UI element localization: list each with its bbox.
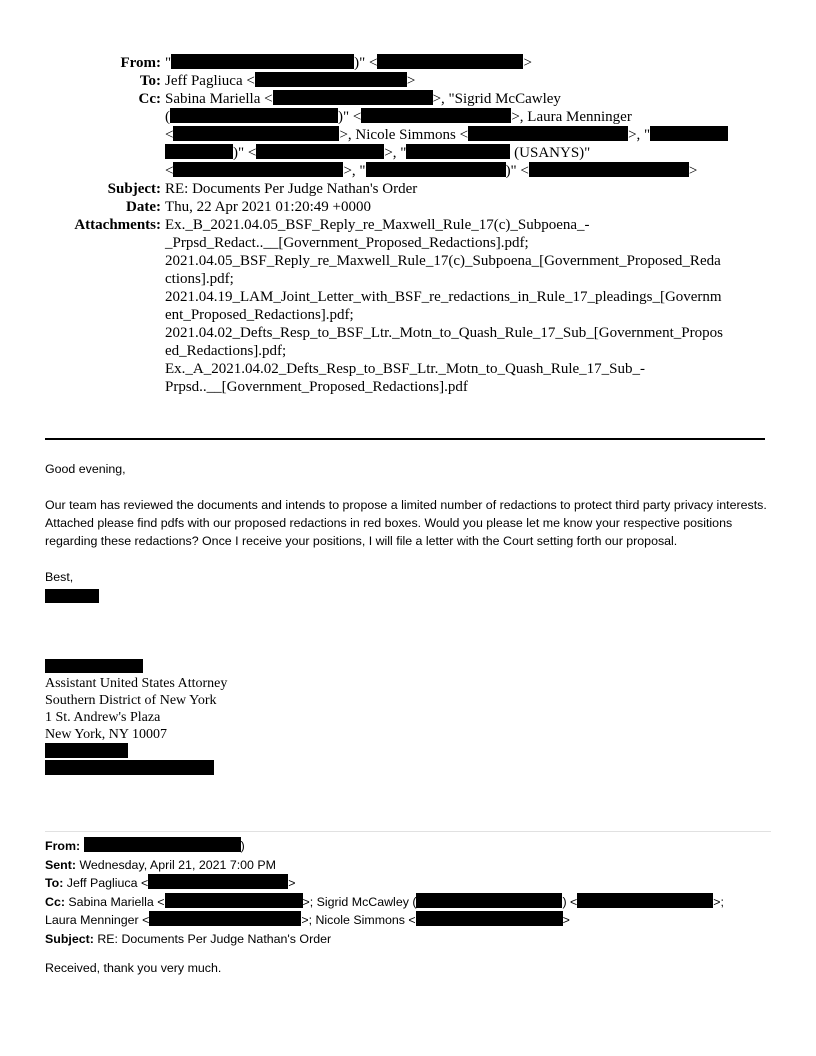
greeting: Good evening, xyxy=(45,462,126,476)
redaction xyxy=(366,162,506,177)
date-label: Date: xyxy=(126,199,161,215)
attachment-line[interactable]: ed_Redactions].pdf; xyxy=(165,343,287,359)
redaction xyxy=(377,54,523,69)
body-paragraph: Our team has reviewed the documents and intends to propose a limited number of redactions to protect third party privacy interests. Attached please find pdfs with our proposed redactions in red boxes. Would you please let me know your respective positions regarding these redactions? Once I receive your positions, I will file a letter with the Court setting forth our proposal. xyxy=(45,498,767,548)
signature-block xyxy=(45,676,227,777)
cc-value: Sabina Mariella < >, "Sigrid McCawley ( )" < >, Laura Menninger < >, Nicole Simmons < >, " )" < >, " (USANYS)" < >, " )" < > xyxy=(165,90,770,180)
signature-title: Assistant United States Attorney xyxy=(45,676,228,691)
redaction xyxy=(149,911,301,926)
redaction xyxy=(170,108,338,123)
fwd-cc-row-2: Laura Menninger < >; Nicole Simmons < > xyxy=(45,913,570,927)
redaction xyxy=(256,144,384,159)
fwd-cc-row: Cc: Sabina Mariella < >; Sigrid McCawley ( ) < >; xyxy=(45,894,724,909)
redaction xyxy=(165,144,233,159)
reply-text: Received, thank you very much. xyxy=(45,961,222,975)
redaction xyxy=(173,162,343,177)
cc-row xyxy=(40,90,770,180)
message-body xyxy=(45,460,775,606)
to-label: To: xyxy=(139,73,161,89)
signature-city: New York, NY 10007 xyxy=(45,727,167,742)
date-row xyxy=(40,198,770,216)
subject-value: RE: Documents Per Judge Nathan's Order xyxy=(165,181,418,197)
attachment-line[interactable]: ctions].pdf; xyxy=(165,271,234,287)
redaction xyxy=(173,126,339,141)
from-row xyxy=(40,54,770,72)
redaction xyxy=(45,589,99,603)
email-header xyxy=(40,54,770,396)
redaction xyxy=(148,874,288,889)
attachment-line[interactable]: 2021.04.05_BSF_Reply_re_Maxwell_Rule_17(c)_Subpoena_[Government_Proposed_Reda xyxy=(165,253,721,269)
redaction xyxy=(529,162,689,177)
attachment-line[interactable]: ent_Proposed_Redactions].pdf; xyxy=(165,307,354,323)
redaction xyxy=(84,837,241,852)
fwd-from-row: From: ) xyxy=(45,839,245,853)
subject-label: Subject: xyxy=(107,181,161,197)
signature-street: 1 St. Andrew's Plaza xyxy=(45,710,161,725)
from-label: From: xyxy=(120,55,161,71)
date-value: Thu, 22 Apr 2021 01:20:49 +0000 xyxy=(165,199,371,215)
to-row xyxy=(40,72,770,90)
closing: Best, xyxy=(45,570,74,584)
cc-label: Cc: xyxy=(138,91,161,107)
redaction xyxy=(273,90,433,105)
attachment-line[interactable]: Ex._B_2021.04.05_BSF_Reply_re_Maxwell_Rule_17(c)_Subpoena_- xyxy=(165,217,590,233)
to-value: Jeff Pagliuca < > xyxy=(165,73,416,89)
header-divider xyxy=(45,438,765,440)
redaction xyxy=(416,911,563,926)
redaction xyxy=(255,72,407,87)
attachments-list xyxy=(165,216,770,396)
redaction xyxy=(171,54,354,69)
from-value: " )" < > xyxy=(165,55,532,71)
redaction xyxy=(45,659,143,673)
redaction xyxy=(406,144,510,159)
attachment-line[interactable]: _Prpsd_Redact..__[Government_Proposed_Redactions].pdf; xyxy=(165,235,529,251)
redaction xyxy=(361,108,511,123)
attachment-line[interactable]: 2021.04.02_Defts_Resp_to_BSF_Ltr._Motn_to_Quash_Rule_17_Sub_[Government_Propos xyxy=(165,325,723,341)
fwd-sent-row: Sent: Wednesday, April 21, 2021 7:00 PM xyxy=(45,857,276,872)
redaction xyxy=(45,760,214,775)
signature-office: Southern District of New York xyxy=(45,693,217,708)
attachments-row xyxy=(40,216,770,396)
fwd-subject-row: Subject: RE: Documents Per Judge Nathan's Order xyxy=(45,931,332,946)
forward-divider xyxy=(45,831,771,832)
attachment-line[interactable]: 2021.04.19_LAM_Joint_Letter_with_BSF_re_redactions_in_Rule_17_pleadings_[Governm xyxy=(165,289,722,305)
redaction xyxy=(416,893,562,908)
attachment-line[interactable]: Prpsd..__[Government_Proposed_Redactions].pdf xyxy=(165,379,468,395)
redaction xyxy=(45,743,128,758)
redaction xyxy=(165,893,303,908)
attachment-line[interactable]: Ex._A_2021.04.02_Defts_Resp_to_BSF_Ltr._Motn_to_Quash_Rule_17_Sub_- xyxy=(165,361,646,377)
forwarded-header xyxy=(45,837,775,948)
subject-row xyxy=(40,180,770,198)
redaction xyxy=(468,126,628,141)
attachments-label: Attachments: xyxy=(74,217,161,233)
fwd-to-row: To: Jeff Pagliuca < > xyxy=(45,876,296,890)
redaction xyxy=(650,126,728,141)
redaction xyxy=(577,893,713,908)
